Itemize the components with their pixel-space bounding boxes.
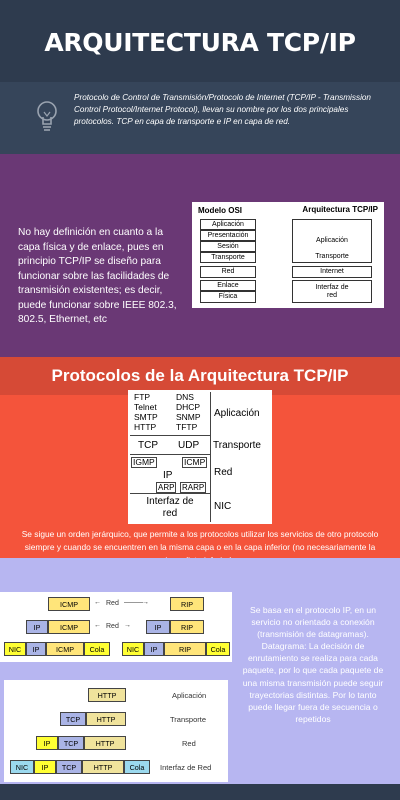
layer-label: Red	[214, 467, 233, 478]
proto-label: HTTP	[134, 422, 157, 432]
proto-label: SNMP	[176, 412, 201, 422]
osi-layer: Transporte	[200, 252, 256, 263]
tcp-layer: Internet	[292, 266, 372, 278]
proto-label: RARP	[182, 483, 205, 492]
intro-section	[0, 82, 400, 154]
layer-label: Aplicación	[214, 408, 260, 419]
nic-box: NIC	[10, 760, 34, 774]
rip-box: RIP	[170, 597, 204, 611]
osi-layer: Red	[200, 266, 256, 278]
arrow-right-icon: ———→	[124, 599, 148, 606]
tcp-box: TCP	[58, 736, 84, 750]
ip-box: IP	[26, 620, 48, 634]
tcp-layer: Interfaz de red	[292, 280, 372, 303]
proto-label: Telnet	[134, 402, 157, 412]
osi-layer: Presentación	[200, 230, 256, 241]
proto-label: IP	[163, 470, 173, 481]
osi-section	[0, 154, 400, 357]
nic-box: NIC	[122, 642, 144, 656]
layer-label: Transporte	[213, 440, 261, 451]
ip-box: IP	[34, 760, 56, 774]
icmp-box: ICMP	[48, 597, 90, 611]
nic-box: NIC	[4, 642, 26, 656]
proto-label: ICMP	[184, 457, 206, 467]
http-box: HTTP	[88, 688, 126, 702]
tcp-layer: Transporte	[292, 252, 372, 263]
proto-label: UDP	[178, 440, 200, 451]
layer-label: Red	[182, 739, 196, 748]
proto-label: Interfaz de red	[146, 496, 194, 519]
http-box: HTTP	[84, 736, 126, 750]
proto-label: TFTP	[176, 422, 198, 432]
divider	[130, 435, 210, 436]
intro-text: Protocolo de Control de Transmisión/Protocolo de Internet (TCP/IP - Transmission Control Protocol/Internet Protocol), llevan su nombre por los dos principales protocolos. TCP en capa de transporte e IP en capa de red.	[74, 93, 371, 126]
osi-layer: Aplicación	[200, 219, 256, 230]
arrow-right-icon: →	[124, 622, 131, 629]
header	[0, 0, 400, 82]
divider	[210, 392, 211, 522]
osi-layer: Sesión	[200, 241, 256, 252]
icmp-box: ICMP	[46, 642, 84, 656]
osi-layer: Enlace	[200, 280, 256, 291]
rip-box: RIP	[164, 642, 206, 656]
cola-box: Cola	[124, 760, 150, 774]
ip-service-text: Se basa en el protocolo IP, en un servicio no orientado a conexión (transmisión de datagramas). Datagrama: La decisión de enrutamiento se realiza para cada paquete, por lo que cada paquete de una misma transmisión puede seguir trayectorias distintas. Por lo tanto puede llegar fuera de secuencia o repetidos	[242, 605, 384, 724]
tcp-layer: Aplicación	[292, 219, 372, 263]
tcp-box: TCP	[60, 712, 86, 726]
cola-box: Cola	[84, 642, 110, 656]
hierarchy-note: Se sigue un orden jerárquico, que permite a los protocolos utilizar los servicios de otro protocolo siempre y cuando se encuentren en la misma capa o en la capa inferior (no necesariamente la	[21, 529, 379, 552]
proto-label: DHCP	[176, 402, 201, 412]
http-box: HTTP	[86, 712, 126, 726]
divider	[130, 493, 210, 494]
http-box: HTTP	[82, 760, 124, 774]
layer-label: Transporte	[170, 715, 206, 724]
red-label: Red	[106, 600, 119, 607]
proto-label: ARP	[158, 483, 175, 492]
http-encapsulation	[4, 680, 228, 782]
osi-comparison-table	[192, 202, 384, 308]
proto-label: FTP	[134, 392, 151, 402]
proto-label: SMTP	[134, 412, 158, 422]
ip-box: IP	[144, 642, 164, 656]
protocols-title: Protocolos de la Arquitectura TCP/IP	[51, 366, 349, 385]
divider	[130, 454, 210, 455]
ip-box: IP	[36, 736, 58, 750]
icmp-rip-encapsulation	[0, 592, 232, 662]
cola-box: Cola	[206, 642, 230, 656]
osi-header: Modelo OSI	[198, 206, 242, 215]
arrow-left-icon: ←	[94, 622, 101, 629]
lightbulb-icon	[36, 100, 58, 134]
layer-label: NIC	[214, 501, 232, 512]
red-label: Red	[106, 623, 119, 630]
page-title: ARQUITECTURA TCP/IP	[44, 28, 356, 57]
tcp-header: Arquitectura TCP/IP	[302, 205, 378, 214]
layer-label: Aplicación	[172, 691, 207, 700]
ip-box: IP	[26, 642, 46, 656]
layer-label: Interfaz de Red	[160, 763, 212, 772]
proto-label: DNS	[176, 392, 194, 402]
icmp-box: ICMP	[48, 620, 90, 634]
osi-layer: Física	[200, 291, 256, 303]
proto-label: TCP	[138, 440, 158, 451]
tcp-box: TCP	[56, 760, 82, 774]
physical-layer-note: No hay definición en cuanto a la capa física y de enlace, pues en principio TCP/IP se diseño para funcionar sobre las facilidades de transmisión existentes; es decir, puede funcionar sobre IEEE 802.3, 802.5, Ethernet, etc	[18, 227, 177, 325]
arrow-left-icon: ←	[94, 599, 101, 606]
proto-label: IGMP	[133, 457, 155, 467]
protocol-stack-diagram	[128, 390, 272, 524]
ip-box: IP	[146, 620, 170, 634]
rip-box: RIP	[170, 620, 204, 634]
footer-bar	[0, 784, 400, 800]
